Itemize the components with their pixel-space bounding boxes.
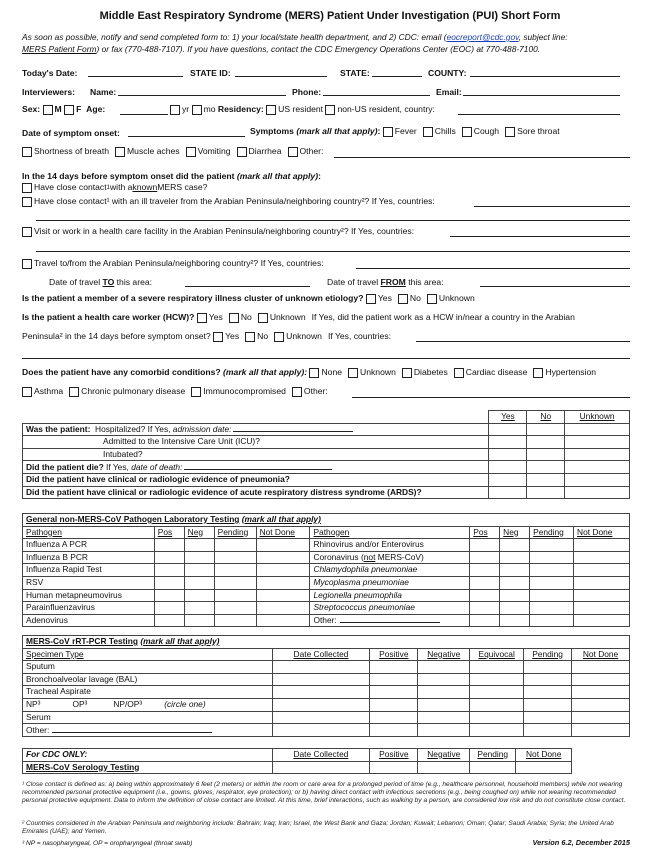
status-col-yes: Yes — [489, 411, 527, 424]
cell[interactable] — [214, 614, 256, 627]
table-row: Human metapneumovirus Legionella pneumophila — [23, 589, 630, 602]
admission-date-field[interactable] — [233, 424, 353, 432]
cell[interactable] — [418, 661, 470, 674]
email-link[interactable]: eocreport@cdc.gov — [446, 32, 519, 42]
intubated-unknown-cell[interactable] — [565, 448, 630, 461]
hcw-unknown-label: Unknown — [269, 312, 306, 323]
died-no-cell[interactable] — [527, 461, 565, 474]
died-row: Did the patient die? If Yes, date of death: — [23, 461, 630, 474]
today-label: Today's Date: — [22, 68, 78, 78]
cell[interactable] — [470, 661, 524, 674]
cell[interactable] — [184, 614, 214, 627]
cell[interactable] — [272, 673, 370, 686]
cardiac-label: Cardiac disease — [465, 367, 528, 378]
immuno-label: Immunocompromised — [203, 386, 286, 397]
health-facility-checkbox[interactable] — [22, 227, 32, 237]
sex-f-checkbox[interactable] — [64, 105, 74, 115]
subject-line: MERS Patient Form — [22, 44, 97, 54]
hcw2-unknown-checkbox[interactable] — [274, 332, 284, 342]
cell[interactable] — [256, 576, 310, 589]
hcw-yes-label: Yes — [208, 312, 223, 323]
cell[interactable] — [370, 686, 418, 699]
icu-row: Admitted to the Intensive Care Unit (ICU)? — [23, 436, 630, 449]
health-facility-countries-field[interactable] — [450, 236, 630, 237]
status-col-unknown: Unknown — [565, 411, 630, 424]
state-field[interactable] — [372, 76, 422, 77]
cell[interactable] — [256, 539, 310, 552]
intubated-no-cell[interactable] — [527, 448, 565, 461]
symptoms-label: Symptoms — [250, 126, 294, 137]
cell[interactable] — [524, 661, 572, 674]
vomiting-checkbox[interactable] — [186, 147, 196, 157]
cell[interactable] — [524, 698, 572, 711]
cell[interactable] — [574, 564, 630, 577]
cell[interactable] — [574, 602, 630, 615]
cell[interactable] — [154, 539, 184, 552]
hcw2-yes-checkbox[interactable] — [213, 332, 223, 342]
cell[interactable] — [524, 724, 572, 737]
pneumonia-unknown-cell[interactable] — [565, 473, 630, 486]
name-field[interactable] — [118, 95, 286, 96]
ill-traveler-checkbox[interactable] — [22, 197, 32, 207]
cell[interactable] — [184, 589, 214, 602]
cell[interactable] — [184, 576, 214, 589]
cell[interactable] — [370, 698, 418, 711]
cardiac-checkbox[interactable] — [454, 368, 464, 378]
state-id-field[interactable] — [235, 76, 327, 77]
vomiting-label: Vomiting — [197, 146, 231, 157]
table-row: Other: — [23, 724, 630, 737]
cell[interactable] — [184, 602, 214, 615]
cell[interactable] — [530, 564, 574, 577]
cell[interactable] — [214, 576, 256, 589]
cell[interactable] — [572, 686, 630, 699]
cell[interactable] — [256, 602, 310, 615]
status-table — [22, 410, 630, 499]
cell[interactable] — [214, 551, 256, 564]
country-field[interactable] — [458, 114, 620, 115]
pneumonia-no-cell[interactable] — [527, 473, 565, 486]
cluster-no-checkbox[interactable] — [398, 294, 408, 304]
cell[interactable] — [272, 724, 370, 737]
icu-no-cell[interactable] — [527, 436, 565, 449]
chills-label: Chills — [434, 126, 456, 137]
sex-m-checkbox[interactable] — [43, 105, 53, 115]
fever-label: Fever — [394, 126, 417, 137]
table-row: Bronchoalveolar lavage (BAL) — [23, 673, 630, 686]
cell[interactable] — [470, 602, 500, 615]
cell[interactable] — [154, 602, 184, 615]
cell[interactable] — [370, 711, 418, 724]
cell[interactable] — [574, 614, 630, 627]
cell[interactable] — [154, 564, 184, 577]
exposure-q4: Travel to/from the Arabian Peninsula/neighboring country²? If Yes, countries: — [22, 259, 324, 269]
cell[interactable] — [272, 686, 370, 699]
non-us-checkbox[interactable] — [325, 105, 335, 115]
cell[interactable] — [530, 589, 574, 602]
hcw-followup: If Yes, did the patient work as a HCW in/near a country in the Arabian — [311, 312, 575, 323]
copd-checkbox[interactable] — [69, 387, 79, 397]
intubated-yes-cell[interactable] — [489, 448, 527, 461]
hcw-no-label: No — [240, 312, 252, 323]
cluster-yes-checkbox[interactable] — [366, 294, 376, 304]
table-row: Influenza A PCR Rhinovirus and/or Enterovirus — [23, 539, 630, 552]
travel-to-label: Date of travel TO this area: — [49, 277, 153, 287]
hcw-countries-field[interactable] — [416, 341, 630, 342]
hcw2-no-label: No — [257, 331, 269, 342]
muscle-aches-label: Muscle aches — [127, 146, 180, 157]
cell[interactable] — [256, 551, 310, 564]
sex-m-label: M — [54, 104, 62, 115]
cell[interactable] — [272, 661, 370, 674]
cell[interactable] — [154, 551, 184, 564]
travel-from-label: Date of travel FROM this area: — [327, 277, 444, 287]
hospitalized-yes-cell[interactable] — [489, 423, 527, 436]
fever-checkbox[interactable] — [383, 127, 393, 137]
cell[interactable] — [572, 698, 630, 711]
cell[interactable] — [500, 551, 530, 564]
other-symptom-checkbox[interactable] — [288, 147, 298, 157]
cell[interactable] — [572, 661, 630, 674]
intro-line-1: As soon as possible, notify and send completed form to: 1) your local/state health department, and 2) CDC: email (eocreport@cdc.gov, subject line: — [22, 32, 568, 42]
residency-label: Residency: — [217, 104, 264, 115]
comorbid-other-field[interactable] — [352, 397, 630, 398]
cell[interactable] — [418, 698, 470, 711]
table-row: Sputum — [23, 661, 630, 674]
np-op-row: NP³ OP³ NP/OP³ (circle one) — [23, 698, 630, 711]
ards-row: Did the patient have clinical or radiologic evidence of acute respiratory distress syndrome (ARDS)? — [23, 486, 630, 499]
cell[interactable] — [524, 686, 572, 699]
comorbid-other-label: Other: — [303, 386, 328, 397]
sore-throat-checkbox[interactable] — [505, 127, 515, 137]
diarrhea-checkbox[interactable] — [237, 147, 247, 157]
intro-line-2: MERS Patient Form) or fax (770-488-7107). If you have questions, contact the CDC Emergency Operations Center (EOC) at 770-488-7100. — [22, 44, 541, 54]
sob-checkbox[interactable] — [22, 147, 32, 157]
cell[interactable] — [184, 564, 214, 577]
cell[interactable] — [500, 564, 530, 577]
hcw2-unknown-label: Unknown — [286, 331, 322, 342]
cluster-yes-label: Yes — [377, 293, 392, 304]
travel-checkbox[interactable] — [22, 259, 32, 269]
cell[interactable] — [470, 576, 500, 589]
pcr-header-row: Specimen Type Date Collected Positive Negative Equivocal Pending Not Done — [23, 648, 630, 661]
table-row: Influenza B PCR Coronavirus (not MERS-CoV) — [23, 551, 630, 564]
cluster-unknown-label: Unknown — [438, 293, 475, 304]
cell[interactable] — [572, 673, 630, 686]
cell[interactable] — [572, 711, 630, 724]
onset-field[interactable] — [128, 136, 245, 137]
cell[interactable] — [530, 614, 574, 627]
cell[interactable] — [574, 576, 630, 589]
county-field[interactable] — [470, 76, 620, 77]
us-resident-label: US resident — [278, 104, 324, 115]
cell[interactable] — [470, 711, 524, 724]
cell[interactable] — [418, 686, 470, 699]
cough-checkbox[interactable] — [462, 127, 472, 137]
cell[interactable] — [516, 761, 572, 774]
nonmers-header-row: Pathogen Pos Neg Pending Not Done Pathogen Pos Neg Pending Not Done — [23, 526, 630, 539]
state-id-label: STATE ID: — [190, 68, 231, 78]
cell[interactable] — [272, 698, 370, 711]
asthma-checkbox[interactable] — [22, 387, 32, 397]
cell[interactable] — [272, 711, 370, 724]
status-col-no: No — [527, 411, 565, 424]
table-row: Parainfluenzavirus Streptococcus pneumoniae — [23, 602, 630, 615]
symptoms-colon: : — [377, 126, 381, 137]
comorbid-unknown-checkbox[interactable] — [348, 368, 358, 378]
cell[interactable] — [530, 602, 574, 615]
name-label: Name: — [90, 87, 117, 97]
cluster-unknown-checkbox[interactable] — [427, 294, 437, 304]
footnote-3: ³ NP = nasopharyngeal, OP = oropharyngeal (throat swab) — [22, 840, 193, 847]
cell[interactable] — [154, 576, 184, 589]
cell[interactable] — [470, 539, 500, 552]
cell[interactable] — [418, 761, 470, 774]
exposure-heading: In the 14 days before symptom onset did the patient (mark all that apply): — [22, 171, 321, 181]
muscle-aches-checkbox[interactable] — [115, 147, 125, 157]
cell[interactable] — [370, 724, 418, 737]
cell[interactable] — [154, 614, 184, 627]
cell[interactable] — [500, 539, 530, 552]
cell[interactable] — [214, 589, 256, 602]
cell[interactable] — [530, 576, 574, 589]
form-title: Middle East Respiratory Syndrome (MERS) Patient Under Investigation (PUI) Short Form — [99, 10, 561, 22]
sob-label: Shortness of breath — [34, 146, 110, 157]
cell[interactable] — [214, 602, 256, 615]
hcw-countries-line2[interactable] — [22, 358, 630, 359]
cell[interactable] — [256, 614, 310, 627]
cell[interactable] — [470, 686, 524, 699]
hcw2-no-checkbox[interactable] — [245, 332, 255, 342]
immuno-checkbox[interactable] — [191, 387, 201, 397]
none-label: None — [321, 367, 343, 378]
pathogen-other-field[interactable] — [340, 615, 440, 623]
cell[interactable] — [256, 589, 310, 602]
hcw-no-checkbox[interactable] — [229, 313, 239, 323]
pneumonia-row: Did the patient have clinical or radiologic evidence of pneumonia? — [23, 473, 630, 486]
table-row: Serum — [23, 711, 630, 724]
footnote-1: ¹ Close contact is defined as: a) being within approximately 6 feet (2 meters) or within the room or care area for a prolonged period of time (e.g., healthcare personnel, household members) while not wearing recommended personal protective equipment (i.e., gowns, gloves, respirator, eye protection); or b) having direct contact with infectious secretions (e.g., being coughed on) while not wearing recommended personal protective equipment. Data to inform the definition of close contact are limited. At this time, brief interactions, such as walking by a person, are considered low risk and do not constitute close contact. — [22, 781, 626, 805]
cell[interactable] — [470, 698, 524, 711]
age-yr-label: yr — [182, 104, 190, 115]
died-yes-cell[interactable] — [489, 461, 527, 474]
cell[interactable] — [470, 551, 500, 564]
ill-traveler-countries-field[interactable] — [474, 206, 630, 207]
cell[interactable] — [184, 551, 214, 564]
cluster-question: Is the patient a member of a severe respiratory illness cluster of unknown etiology? — [22, 293, 364, 304]
intubated-row: Intubated? — [23, 448, 630, 461]
hospitalized-unknown-cell[interactable] — [565, 423, 630, 436]
ards-no-cell[interactable] — [527, 486, 565, 499]
cell[interactable] — [530, 551, 574, 564]
email-label: Email: — [436, 87, 462, 97]
phone-label: Phone: — [292, 87, 322, 97]
us-resident-checkbox[interactable] — [266, 105, 276, 115]
cell[interactable] — [574, 539, 630, 552]
phone-field[interactable] — [323, 95, 430, 96]
died-unknown-cell[interactable] — [565, 461, 630, 474]
exposure-q1: Have close contact 1 with a known MERS case? — [22, 183, 207, 193]
hcw-question: Is the patient a health care worker (HCW)? — [22, 312, 195, 323]
serology-table — [22, 748, 630, 774]
chills-checkbox[interactable] — [423, 127, 433, 137]
hcw-unknown-checkbox[interactable] — [258, 313, 268, 323]
diabetes-checkbox[interactable] — [402, 368, 412, 378]
age-label: Age: — [86, 104, 106, 115]
cell[interactable] — [470, 589, 500, 602]
cell[interactable] — [370, 673, 418, 686]
cell[interactable] — [574, 589, 630, 602]
exposure-q2: Have close contact¹ with an ill traveler from the Arabian Peninsula/neighboring country²? If Yes, countries: — [22, 197, 435, 207]
copd-label: Chronic pulmonary disease — [81, 386, 186, 397]
other-symptom-field[interactable] — [334, 157, 630, 158]
ill-traveler-countries-line2[interactable] — [36, 220, 630, 221]
hcw-yes-checkbox[interactable] — [197, 313, 207, 323]
cell[interactable] — [500, 589, 530, 602]
sex-f-label: F — [76, 104, 82, 115]
pneumonia-yes-cell[interactable] — [489, 473, 527, 486]
cluster-no-label: No — [409, 293, 421, 304]
cell[interactable] — [470, 761, 516, 774]
other-symptom-label: Other: — [299, 146, 324, 157]
interviewers-label: Interviewers: — [22, 87, 76, 97]
age-field[interactable] — [120, 114, 168, 115]
version-label: Version 6.2, December 2015 — [532, 838, 630, 847]
cell[interactable] — [470, 564, 500, 577]
health-facility-countries-line2[interactable] — [36, 251, 630, 252]
none-checkbox[interactable] — [309, 368, 319, 378]
comorbid-other-checkbox[interactable] — [292, 387, 302, 397]
cell[interactable] — [418, 724, 470, 737]
comorbid-unknown-label: Unknown — [360, 367, 396, 378]
cell[interactable] — [574, 551, 630, 564]
cell[interactable] — [524, 711, 572, 724]
non-us-label: non-US resident, country: — [337, 104, 435, 115]
cell[interactable] — [470, 614, 500, 627]
serology-row: MERS-CoV Serology Testing — [23, 761, 630, 774]
diarrhea-label: Diarrhea — [248, 146, 282, 157]
sore-throat-label: Sore throat — [517, 126, 560, 137]
cell[interactable] — [524, 673, 572, 686]
nonmers-heading: General non-MERS-CoV Pathogen Laboratory Testing (mark all that apply) — [23, 514, 630, 527]
footnote-2: ² Countries considered in the Arabian Peninsula and neighboring include: Bahrain; Iraq; Iran; Israel, the West Bank and Gaza; Jordan; Kuwait; Lebanon; Oman; Qatar; Saudi Arabia; Syria; the United Arab Emirates (UAE); and Yemen. — [22, 820, 614, 836]
diabetes-label: Diabetes — [413, 367, 448, 378]
travel-countries-field[interactable] — [356, 268, 630, 269]
cell[interactable] — [272, 761, 370, 774]
hospitalized-no-cell[interactable] — [527, 423, 565, 436]
icu-yes-cell[interactable] — [489, 436, 527, 449]
cell[interactable] — [500, 614, 530, 627]
age-yr-checkbox[interactable] — [170, 105, 180, 115]
hcw-countries-label: If Yes, countries: — [327, 331, 392, 342]
cell[interactable] — [214, 564, 256, 577]
cell[interactable] — [184, 539, 214, 552]
cell[interactable] — [370, 761, 418, 774]
email-field[interactable] — [463, 95, 620, 96]
comorbid-question: Does the patient have any comorbid conditions? — [22, 367, 221, 378]
table-row: Tracheal Aspirate — [23, 686, 630, 699]
hcw2-yes-label: Yes — [225, 331, 240, 342]
travel-from-field[interactable] — [480, 286, 630, 287]
cough-label: Cough — [473, 126, 500, 137]
exposure-q3: Visit or work in a health care facility in the Arabian Peninsula/neighboring country²? If Yes, countries: — [22, 227, 414, 237]
travel-to-field[interactable] — [185, 286, 310, 287]
cell[interactable] — [418, 711, 470, 724]
comorbid-mark: (mark all that apply): — [223, 367, 308, 378]
table-row: Adenovirus Other: — [23, 614, 630, 627]
cell[interactable] — [530, 539, 574, 552]
age-mo-checkbox[interactable] — [192, 105, 202, 115]
today-field[interactable] — [88, 76, 183, 77]
serology-header-row: For CDC ONLY: Date Collected Positive Negative Pending Not Done — [23, 749, 630, 762]
county-label: COUNTY: — [428, 68, 467, 78]
hcw-followup-2: Peninsula² in the 14 days before symptom onset? — [22, 331, 211, 342]
table-row: Influenza Rapid Test Chlamydophila pneumoniae — [23, 564, 630, 577]
cell[interactable] — [500, 576, 530, 589]
cell[interactable] — [370, 661, 418, 674]
hospitalized-row: Was the patient: Hospitalized? If Yes, admission date: — [23, 423, 630, 436]
age-mo-label: mo — [203, 104, 216, 115]
death-date-field[interactable] — [184, 462, 332, 470]
ards-yes-cell[interactable] — [489, 486, 527, 499]
cell[interactable] — [214, 539, 256, 552]
cell[interactable] — [418, 673, 470, 686]
onset-label: Date of symptom onset: — [22, 128, 120, 138]
symptoms-mark: (mark all that apply) — [296, 126, 378, 137]
sex-label: Sex: — [22, 104, 41, 115]
cell[interactable] — [470, 724, 524, 737]
table-row: RSV Mycoplasma pneumoniae — [23, 576, 630, 589]
cell[interactable] — [500, 602, 530, 615]
pcr-table — [22, 635, 630, 737]
nonmers-table — [22, 513, 630, 627]
cell[interactable] — [470, 673, 524, 686]
icu-unknown-cell[interactable] — [565, 436, 630, 449]
hypertension-label: Hypertension — [545, 367, 597, 378]
cell[interactable] — [154, 589, 184, 602]
cell[interactable] — [572, 724, 630, 737]
ards-unknown-cell[interactable] — [565, 486, 630, 499]
pcr-heading: MERS-CoV rRT-PCR Testing (mark all that apply) — [23, 636, 630, 649]
specimen-other-field[interactable] — [52, 725, 212, 733]
hypertension-checkbox[interactable] — [533, 368, 543, 378]
known-case-checkbox[interactable] — [22, 183, 32, 193]
asthma-label: Asthma — [34, 386, 64, 397]
cell[interactable] — [256, 564, 310, 577]
state-label: STATE: — [340, 68, 370, 78]
